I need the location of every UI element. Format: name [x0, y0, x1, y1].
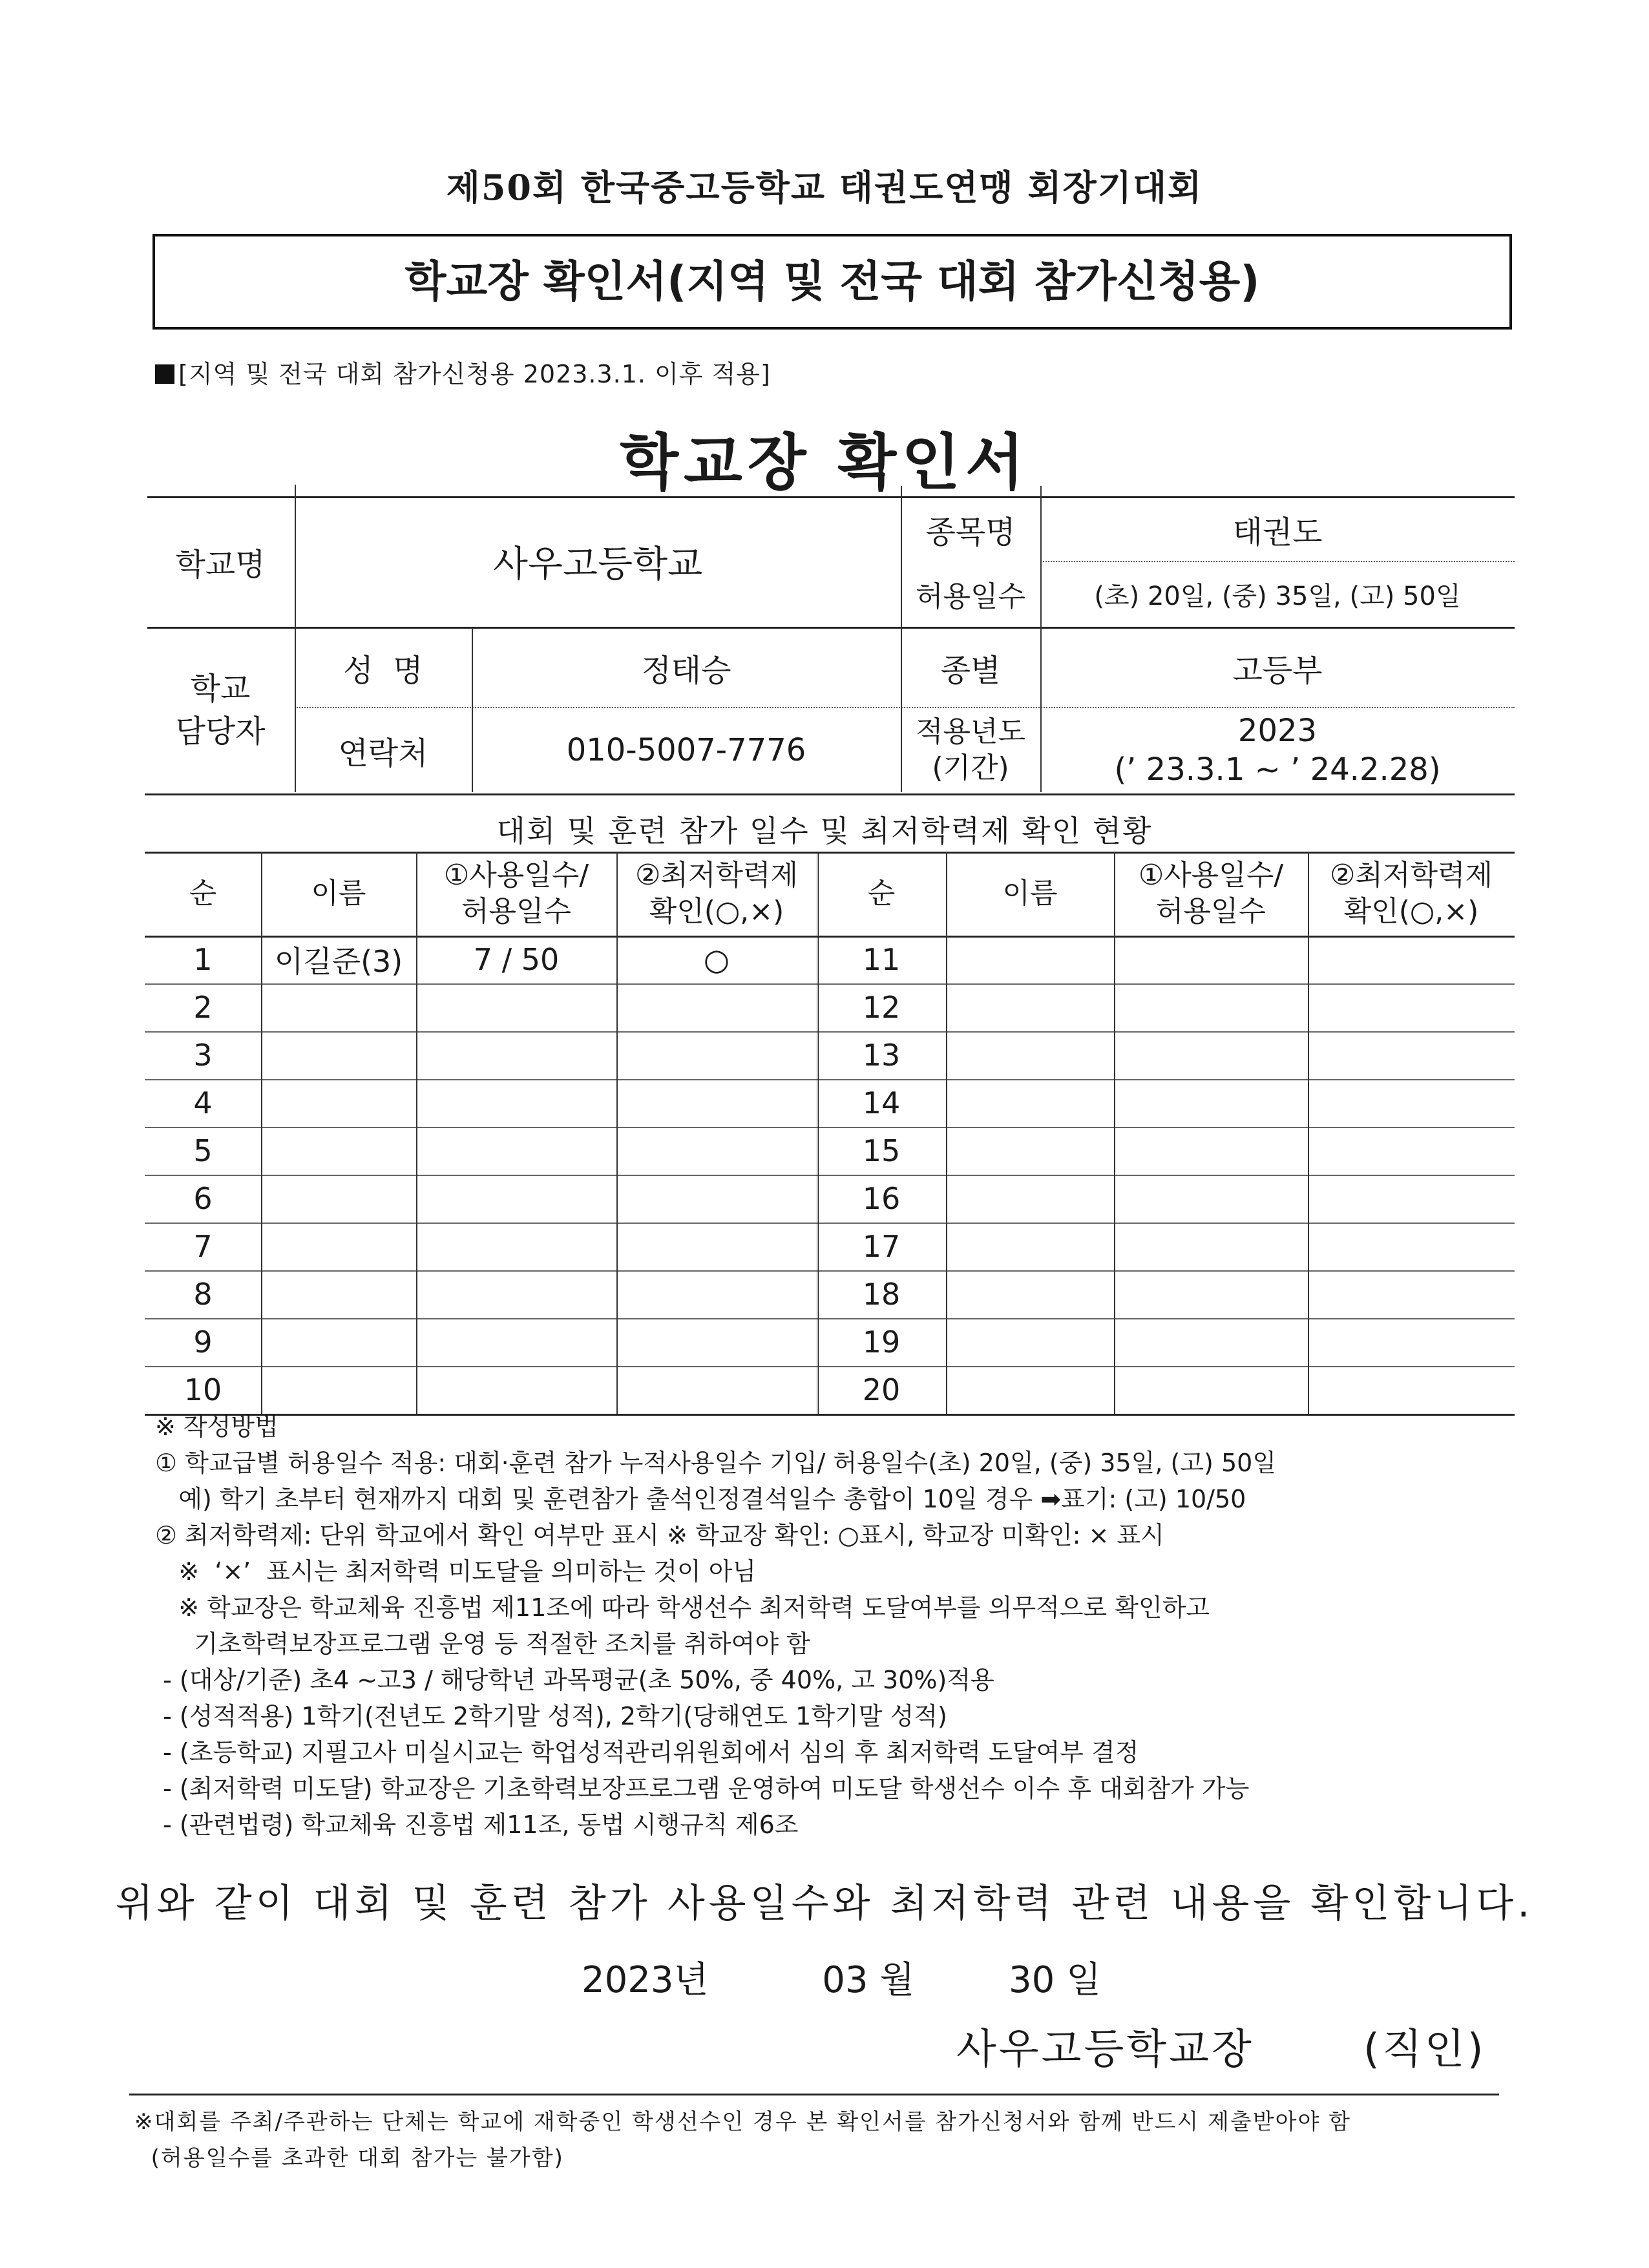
allowed-days-label: 허용일수: [915, 580, 1025, 613]
roster-col-days-cell: [416, 1127, 616, 1175]
roster-col-days-cell: [1114, 1175, 1308, 1223]
roster-col-no-cell: 20: [862, 1372, 901, 1407]
guide-line: ※ 학교장은 학교체육 진흥법 제11조에 따라 학생선수 최저학력 도달여부를 의무적으로 확인하고: [155, 1593, 1210, 1622]
roster-col-days-cell: [416, 1366, 616, 1414]
roster-col-name-cell: [261, 1031, 416, 1079]
roster-col-check-cell: [616, 1079, 817, 1127]
roster-col-name-cell: 이길준(3): [274, 944, 403, 979]
roster-col-name-cell: [946, 1079, 1114, 1127]
roster-col-check-cell: [616, 1366, 817, 1414]
roster-col-days-cell: [416, 1175, 616, 1223]
signing-date: [582, 1951, 1101, 2003]
category-label: 종별: [940, 652, 1001, 689]
roster-col-check-cell: [1308, 1031, 1515, 1079]
allowed-days-value: (초) 20일, (중) 35일, (고) 50일: [1094, 581, 1461, 611]
roster-col-check-cell: [1308, 1318, 1515, 1366]
info-rule-bottom: [145, 793, 1515, 795]
notice-line: [155, 354, 771, 390]
name-label: 성 명: [343, 652, 423, 689]
guide-line: - (관련법령) 학교체육 진흥법 제11조, 동법 시행규칙 제6조: [155, 1811, 799, 1839]
roster-col-days-cell: [1114, 1366, 1308, 1414]
roster-col-days-cell: [416, 1318, 616, 1366]
roster-col-days-cell: [1114, 1270, 1308, 1318]
roster-col-days-cell: [1114, 1223, 1308, 1270]
roster-col-check-cell: [1308, 1175, 1515, 1223]
roster-col-no-cell: 15: [862, 1133, 901, 1168]
guide-line: - (초등학교) 지필고사 미실시교는 학업성적관리위원회에서 심의 후 최저학력 도달여부 결정: [155, 1738, 1139, 1767]
roster-col-days-cell: [1114, 983, 1308, 1031]
roster-col-no-cell: 17: [862, 1229, 901, 1264]
roster-col-days-header: ①사용일수/ 허용일수: [1138, 859, 1284, 928]
guide-line: ② 최저학력제: 단위 학교에서 확인 여부만 표시 ※ 학교장 확인: ○표시, 학교장 미확인: × 표시: [155, 1521, 1164, 1549]
footnote: [134, 2104, 1351, 2176]
roster-col-no-header: 순: [189, 877, 217, 910]
roster-col-no-cell: 19: [862, 1325, 901, 1360]
writing-guide: [155, 1409, 1276, 1843]
footnote-line: (허용일수를 초과한 대회 참가는 불가함): [134, 2145, 564, 2171]
roster-col-no-cell: 16: [862, 1181, 901, 1216]
guide-line: ※ 작성방법: [155, 1412, 278, 1441]
school-value: 사우고등학교: [492, 543, 703, 585]
date-year: 2023년: [582, 1959, 709, 2001]
roster-col-check-cell: [1308, 936, 1515, 983]
guide-line: ※ ‘×’ 표시는 최저학력 미도달을 의미하는 것이 아님: [155, 1557, 757, 1586]
boxed-title: [152, 234, 1512, 330]
guide-line: 예) 학기 초부터 현재까지 대회 및 훈련참가 출석인정결석일수 총합이 10일 경우 ➡표기: (고) 10/50: [155, 1485, 1246, 1513]
roster-col-name-cell: [946, 936, 1114, 983]
roster-col-name-cell: [261, 983, 416, 1031]
contact-value: 010-5007-7776: [566, 732, 806, 768]
boxed-title-text: 학교장 확인서(지역 및 전국 대회 참가신청용): [404, 257, 1260, 306]
roster-col-name-cell: [261, 1366, 416, 1414]
name-value: 정태승: [641, 652, 731, 689]
roster-col-days-cell: [416, 1270, 616, 1318]
guide-line: - (대상/기준) 초4 ~고3 / 해당학년 과목평균(초 50%, 중 40%, 고 30%)적용: [155, 1666, 994, 1694]
roster-col-no-cell: 11: [862, 942, 901, 977]
period-value: 2023 (’ 23.3.1 ~ ’ 24.2.28): [1114, 713, 1441, 788]
roster-col-check-cell: [1308, 1127, 1515, 1175]
roster-col-name-cell: [261, 1270, 416, 1318]
roster-col-days-header: ①사용일수/ 허용일수: [443, 859, 589, 928]
roster-col-check-cell: [1308, 983, 1515, 1031]
guide-line: ① 학교급별 허용일수 적용: 대회·훈련 참가 누적사용일수 기입/ 허용일수(초) 20일, (중) 35일, (고) 50일: [155, 1449, 1277, 1477]
guide-line: - (최저학력 미도달) 학교장은 기초학력보장프로그램 운영하여 미도달 학생선수 이수 후 대회참가 가능: [155, 1774, 1250, 1803]
official-seal-mark: (직인): [1363, 2026, 1486, 2074]
roster-col-name-cell: [946, 1031, 1114, 1079]
roster-col-check-cell: [1308, 1366, 1515, 1414]
roster-col-name-cell: [946, 1318, 1114, 1366]
square-bullet-icon: [155, 364, 174, 384]
roster-col-check-cell: [616, 1270, 817, 1318]
footnote-line: ※대회를 주최/주관하는 단체는 학교에 재학중인 학생선수인 경우 본 확인서를 참가신청서와 함께 반드시 제출받아야 함: [134, 2109, 1351, 2135]
roster-col-days-cell: [1114, 936, 1308, 983]
roster-col-days-cell: [416, 983, 616, 1031]
roster-col-days-cell: [416, 1031, 616, 1079]
roster-col-check-cell: [616, 1318, 817, 1366]
sport-value: 태권도: [1232, 514, 1323, 551]
principal-signature-line: 사우고등학교장: [956, 2026, 1254, 2074]
roster-col-days-cell: [1114, 1318, 1308, 1366]
roster-col-name-cell: [261, 1175, 416, 1223]
roster-col-days-cell: [416, 1223, 616, 1270]
roster-col-days-cell: 7 / 50: [473, 942, 560, 977]
roster-col-name-header: 이름: [311, 877, 366, 910]
roster-col-name-cell: [946, 1270, 1114, 1318]
roster-col-name-cell: [261, 1318, 416, 1366]
sport-label: 종목명: [925, 514, 1016, 551]
roster-col-check-cell: [616, 1223, 817, 1270]
roster-col-days-cell: [1114, 1031, 1308, 1079]
roster-col-name-cell: [946, 1175, 1114, 1223]
roster-col-no-cell: 7: [193, 1229, 213, 1264]
roster-col-check-header: ②최저학력제 확인(○,×): [1330, 859, 1493, 928]
guide-line: 기초학력보장프로그램 운영 등 적절한 조치를 취하여야 함: [155, 1630, 810, 1658]
roster-col-name-cell: [946, 1223, 1114, 1270]
roster-col-no-cell: 10: [184, 1372, 222, 1407]
roster-col-no-cell: 13: [862, 1038, 901, 1073]
roster-col-check-cell: [616, 983, 817, 1031]
roster-col-no-cell: 12: [862, 990, 901, 1025]
roster-col-days-cell: [416, 1079, 616, 1127]
roster-col-no-cell: 1: [193, 942, 213, 977]
roster-col-no-cell: 2: [193, 990, 213, 1025]
roster-col-days-cell: [1114, 1079, 1308, 1127]
roster-col-days-cell: [1114, 1127, 1308, 1175]
roster-col-check-cell: [1308, 1223, 1515, 1270]
roster-col-check-cell: [1308, 1079, 1515, 1127]
roster-col-no-cell: 8: [193, 1277, 213, 1312]
roster-col-name-cell: [261, 1223, 416, 1270]
roster-col-no-cell: 6: [193, 1181, 213, 1216]
roster-col-no-cell: 3: [193, 1038, 213, 1073]
school-label: 학교명: [175, 546, 266, 583]
roster-col-check-cell: [616, 1127, 817, 1175]
period-label: 적용년도 (기간): [915, 715, 1025, 784]
roster-col-name-header: 이름: [1002, 877, 1058, 910]
document-title: 학교장 확인서: [620, 428, 1029, 498]
guide-line: - (성적적용) 1학기(전년도 2학기말 성적), 2학기(당해연도 1학기말 성적): [155, 1702, 947, 1730]
notice-text: [지역 및 전국 대회 참가신청용 2023.3.1. 이후 적용]: [178, 360, 771, 388]
footnote-rule: [129, 2094, 1499, 2095]
roster-col-name-cell: [261, 1079, 416, 1127]
roster-col-check-cell: [616, 1175, 817, 1223]
roster-col-check-header: ②최저학력제 확인(○,×): [635, 859, 798, 928]
roster-section-title: 대회 및 훈련 참가 일수 및 최저학력제 확인 현황: [496, 814, 1153, 848]
roster-col-name-cell: [946, 983, 1114, 1031]
roster-col-no-cell: 18: [862, 1277, 901, 1312]
roster-col-name-cell: [261, 1127, 416, 1175]
roster-col-name-cell: [946, 1127, 1114, 1175]
roster-col-check-cell: [1308, 1270, 1515, 1318]
manager-label: 학교 담당자: [175, 671, 266, 750]
event-title: 제50회 한국중고등학교 태권도연맹 회장기대회: [446, 167, 1203, 208]
date-day: 30 일: [1009, 1959, 1102, 2001]
confirmation-statement: 위와 같이 대회 및 훈련 참가 사용일수와 최저학력 관련 내용을 확인합니다.: [115, 1881, 1534, 1926]
contact-label: 연락처: [338, 735, 428, 772]
category-value: 고등부: [1232, 652, 1323, 689]
date-month: 03 월: [822, 1959, 915, 2001]
roster-col-no-cell: 4: [193, 1086, 213, 1120]
roster-col-no-cell: 9: [193, 1325, 213, 1360]
roster-col-check-cell: ○: [703, 942, 730, 977]
roster-col-check-cell: [616, 1031, 817, 1079]
roster-col-no-cell: 14: [862, 1086, 901, 1120]
roster-col-no-cell: 5: [193, 1133, 213, 1168]
roster-col-no-header: 순: [867, 877, 896, 910]
roster-col-name-cell: [946, 1366, 1114, 1414]
